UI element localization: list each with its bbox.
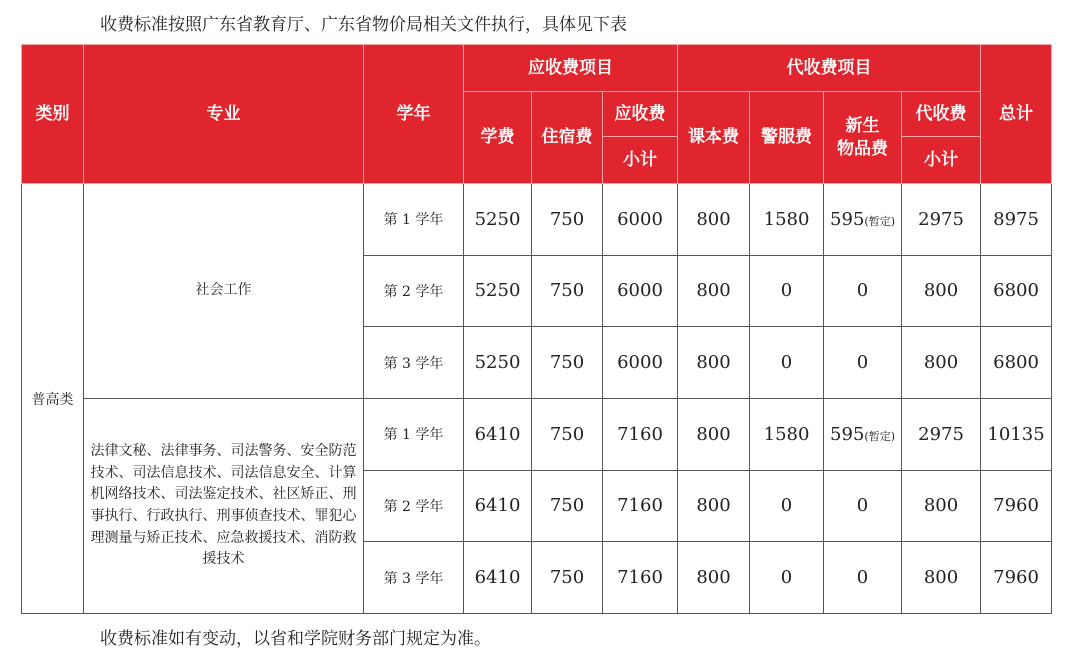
- uniform-cell: 0: [750, 542, 824, 614]
- uniform-cell: 1580: [750, 184, 824, 256]
- receivable-cell: 7160: [603, 470, 678, 542]
- newstudent-value: 595: [830, 208, 865, 230]
- header-uniform: 警服费: [750, 92, 824, 184]
- bottom-note: 收费标准如有变动，以省和学院财务部门规定为准。: [100, 629, 491, 649]
- uniform-cell: 0: [750, 327, 824, 399]
- newstudent-cell: 0: [824, 255, 902, 327]
- newstudent-cell: 0: [824, 470, 902, 542]
- year-cell: 第 3 学年: [364, 542, 464, 614]
- lodging-cell: 750: [532, 327, 603, 399]
- agency-cell: 800: [902, 542, 981, 614]
- tentative-note: (暂定): [864, 214, 895, 228]
- textbook-cell: 800: [678, 184, 750, 256]
- header-receivable: 应收费: [603, 92, 678, 137]
- total-cell: 7960: [981, 470, 1052, 542]
- total-cell: 8975: [981, 184, 1052, 256]
- header-total: 总计: [981, 45, 1052, 184]
- year-cell: 第 1 学年: [364, 398, 464, 470]
- header-receivable-group: 应收费项目: [464, 45, 678, 92]
- textbook-cell: 800: [678, 255, 750, 327]
- header-agency: 代收费: [902, 92, 981, 137]
- receivable-cell: 6000: [603, 327, 678, 399]
- lodging-cell: 750: [532, 184, 603, 256]
- header-major: 专业: [84, 45, 364, 184]
- header-tuition: 学费: [464, 92, 532, 184]
- agency-cell: 800: [902, 255, 981, 327]
- lodging-cell: 750: [532, 255, 603, 327]
- header-year: 学年: [364, 45, 464, 184]
- total-cell: 6800: [981, 255, 1052, 327]
- newstudent-cell: [824, 398, 902, 470]
- agency-cell: 800: [902, 327, 981, 399]
- header-receivable-subtotal: 小计: [603, 137, 678, 184]
- tuition-cell: 6410: [464, 470, 532, 542]
- tuition-cell: 6410: [464, 398, 532, 470]
- textbook-cell: 800: [678, 398, 750, 470]
- header-newstudent: [824, 92, 902, 184]
- uniform-cell: 0: [750, 255, 824, 327]
- header-category: 类别: [22, 45, 84, 184]
- category-cell: 普高类: [22, 184, 84, 614]
- tentative-note: (暂定): [864, 429, 895, 443]
- agency-cell: 2975: [902, 398, 981, 470]
- year-cell: 第 1 学年: [364, 184, 464, 256]
- tuition-cell: 5250: [464, 184, 532, 256]
- top-note: 收费标准按照广东省教育厅、广东省物价局相关文件执行，具体见下表: [100, 15, 627, 35]
- newstudent-cell: [824, 184, 902, 256]
- receivable-cell: 7160: [603, 398, 678, 470]
- receivable-cell: 7160: [603, 542, 678, 614]
- lodging-cell: 750: [532, 542, 603, 614]
- receivable-cell: 6000: [603, 184, 678, 256]
- newstudent-value: 595: [830, 423, 865, 445]
- textbook-cell: 800: [678, 470, 750, 542]
- total-cell: 6800: [981, 327, 1052, 399]
- year-cell: 第 2 学年: [364, 255, 464, 327]
- agency-cell: 800: [902, 470, 981, 542]
- agency-cell: 2975: [902, 184, 981, 256]
- textbook-cell: 800: [678, 542, 750, 614]
- newstudent-cell: 0: [824, 327, 902, 399]
- header-lodging: 住宿费: [532, 92, 603, 184]
- year-cell: 第 3 学年: [364, 327, 464, 399]
- lodging-cell: 750: [532, 398, 603, 470]
- header-agency-subtotal: 小计: [902, 137, 981, 184]
- header-newstudent-line1: 新生: [845, 115, 880, 136]
- tuition-cell: 5250: [464, 327, 532, 399]
- lodging-cell: 750: [532, 470, 603, 542]
- table-row: [22, 398, 1052, 470]
- table-row: [22, 184, 1052, 256]
- uniform-cell: 1580: [750, 398, 824, 470]
- major-cell: 社会工作: [84, 184, 364, 399]
- header-agency-group: 代收费项目: [678, 45, 981, 92]
- uniform-cell: 0: [750, 470, 824, 542]
- total-cell: 7960: [981, 542, 1052, 614]
- major-cell: 法律文秘、法律事务、司法警务、安全防范技术、司法信息技术、司法信息安全、计算机网络技术、司法鉴定技术、社区矫正、刑事执行、行政执行、刑事侦查技术、罪犯心理测量与矫正技术、应急救援技术、消防救援技术: [84, 398, 364, 613]
- tuition-cell: 6410: [464, 542, 532, 614]
- fee-table: [21, 44, 1052, 614]
- year-cell: 第 2 学年: [364, 470, 464, 542]
- header-newstudent-line2: 物品费: [837, 138, 889, 159]
- total-cell: 10135: [981, 398, 1052, 470]
- newstudent-cell: 0: [824, 542, 902, 614]
- textbook-cell: 800: [678, 327, 750, 399]
- tuition-cell: 5250: [464, 255, 532, 327]
- header-textbook: 课本费: [678, 92, 750, 184]
- receivable-cell: 6000: [603, 255, 678, 327]
